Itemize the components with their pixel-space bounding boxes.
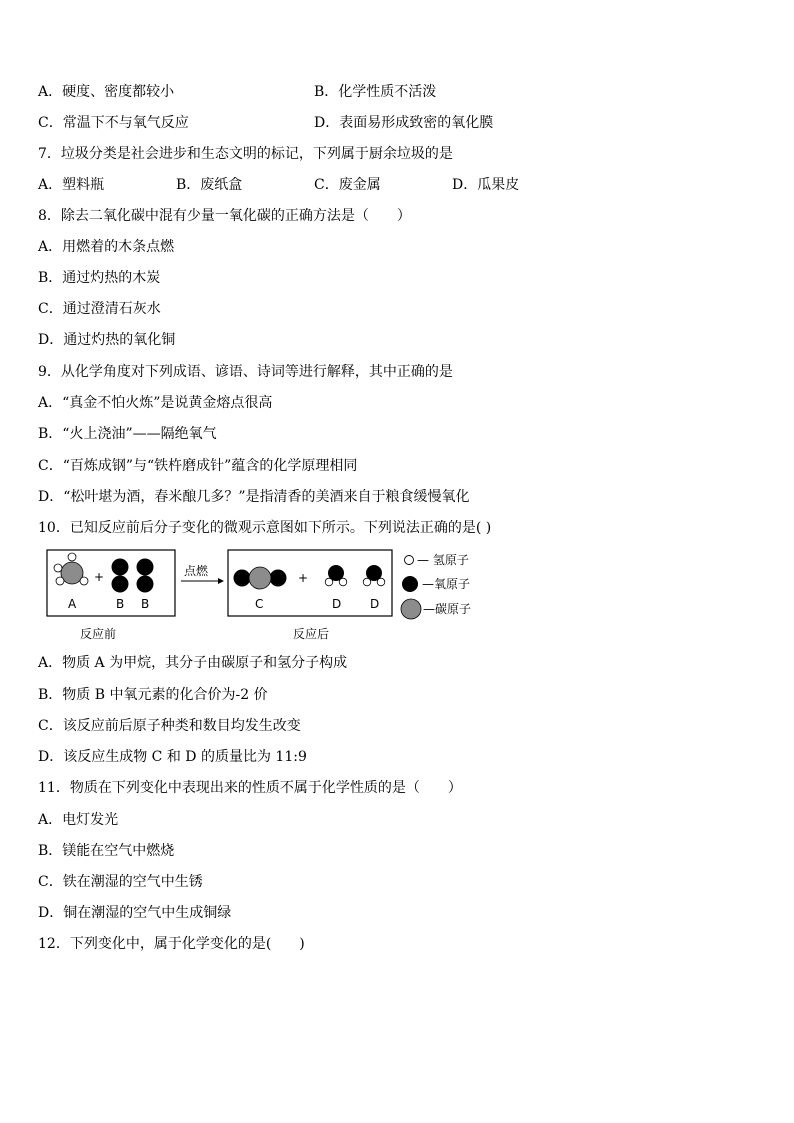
molecule-b1-icon xyxy=(112,559,129,593)
reaction-diagram xyxy=(38,540,498,645)
q6-option-a: A．硬度、密度都较小 xyxy=(38,84,175,100)
q11-stem: 11．物质在下列变化中表现出来的性质不属于化学性质的是（ ） xyxy=(38,780,462,796)
q6-option-c: C．常温下不与氧气反应 xyxy=(38,115,189,131)
q9-option-a: A．“真金不怕火炼”是说黄金熔点很高 xyxy=(38,395,273,411)
q11-option-d: D．铜在潮湿的空气中生成铜绿 xyxy=(38,905,232,921)
q8-option-a: A．用燃着的木条点燃 xyxy=(38,239,175,255)
oxygen-atom-icon xyxy=(402,576,418,592)
arrow-icon xyxy=(218,578,224,584)
before-reaction-box xyxy=(47,550,175,616)
legend-oxygen: —氧原子 xyxy=(422,577,471,591)
label-b1: B xyxy=(116,597,125,611)
q11-option-a: A．电灯发光 xyxy=(38,812,119,828)
q6-option-b: B．化学性质不活泼 xyxy=(314,84,437,100)
q12-stem: 12．下列变化中，属于化学变化的是( ) xyxy=(38,936,305,952)
molecule-b2-icon xyxy=(137,559,154,593)
q11-option-b: B．镁能在空气中燃烧 xyxy=(38,843,175,859)
q8-option-b: B．通过灼热的木炭 xyxy=(38,270,161,286)
label-d2: D xyxy=(370,597,380,611)
q9-option-d: D．“松叶堪为酒，春米酿几多？”是指清香的美酒来自于粮食缓慢氧化 xyxy=(38,489,470,505)
q10-stem: 10．已知反应前后分子变化的微观示意图如下所示。下列说法正确的是( ) xyxy=(38,520,492,536)
q9-option-c: C．“百炼成钢”与“铁杵磨成针”蕴含的化学原理相同 xyxy=(38,458,358,474)
q8-option-d: D．通过灼热的氧化铜 xyxy=(38,332,176,348)
q7-option-a: A．塑料瓶 xyxy=(38,177,105,193)
caption-after: 反应后 xyxy=(293,627,330,641)
legend-hydrogen: — 氢原子 xyxy=(417,553,469,567)
legend-carbon: —碳原子 xyxy=(423,602,472,616)
q7-option-c: C．废金属 xyxy=(314,177,381,193)
q10-option-c: C．该反应前后原子种类和数目均发生改变 xyxy=(38,718,301,734)
label-a: A xyxy=(68,597,77,611)
q9-option-b: B．“火上浇油”——隔绝氧气 xyxy=(38,426,217,442)
q7-option-b: B．废纸盒 xyxy=(176,177,243,193)
q7-option-d: D．瓜果皮 xyxy=(452,177,520,193)
q8-option-c: C．通过澄清石灰水 xyxy=(38,301,161,317)
label-b2: B xyxy=(141,597,150,611)
caption-before: 反应前 xyxy=(80,627,117,641)
molecule-d1-icon xyxy=(325,565,347,586)
molecule-c-icon xyxy=(234,567,287,589)
q10-option-b: B．物质 B 中氧元素的化合价为-2 价 xyxy=(38,687,268,703)
reaction-condition: 点燃 xyxy=(184,564,209,578)
carbon-atom-icon xyxy=(401,599,421,619)
hydrogen-atom-icon xyxy=(405,556,414,565)
label-c: C xyxy=(255,597,264,611)
plus-sign-2: + xyxy=(298,571,309,585)
q6-option-d: D．表面易形成致密的氧化膜 xyxy=(314,115,494,131)
q11-option-c: C．铁在潮湿的空气中生锈 xyxy=(38,874,203,890)
molecule-a-icon xyxy=(54,553,88,585)
q9-stem: 9．从化学角度对下列成语、谚语、诗词等进行解释，其中正确的是 xyxy=(38,364,453,380)
q10-option-a: A．物质 A 为甲烷，其分子由碳原子和氢分子构成 xyxy=(38,655,348,671)
molecule-d2-icon xyxy=(363,565,385,586)
label-d1: D xyxy=(332,597,342,611)
q10-option-d: D．该反应生成物 C 和 D 的质量比为 11:9 xyxy=(38,749,307,765)
plus-sign-1: + xyxy=(94,570,105,584)
q7-stem: 7．垃圾分类是社会进步和生态文明的标记，下列属于厨余垃圾的是 xyxy=(38,146,453,162)
q8-stem: 8．除去二氧化碳中混有少量一氧化碳的正确方法是（ ） xyxy=(38,208,411,224)
